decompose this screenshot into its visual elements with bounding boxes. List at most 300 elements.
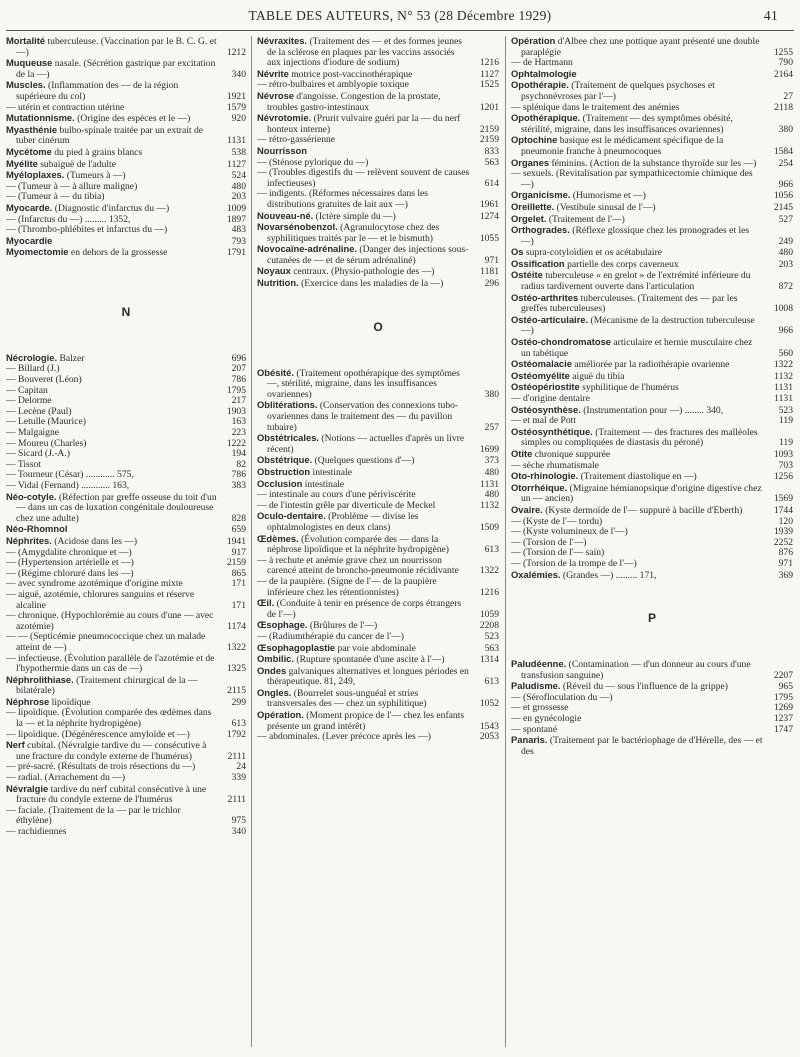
entry-page-number: 480 bbox=[231, 180, 246, 192]
index-entry bbox=[511, 225, 793, 247]
entry-heading: Myomectomie bbox=[6, 246, 69, 258]
entry-page-number: 917 bbox=[231, 546, 246, 558]
entry-text bbox=[6, 611, 217, 632]
entry-heading: Orthogrades. bbox=[511, 224, 570, 236]
entry-page-number: 373 bbox=[484, 455, 499, 467]
entry-description: — Tissot bbox=[6, 458, 41, 470]
entry-page-number: 1131 bbox=[774, 382, 793, 394]
entry-description: d'angoisse. Congestion de la prostate, troubles gastro-intestinaux bbox=[267, 90, 441, 113]
entry-text bbox=[6, 80, 217, 102]
entry-description: d'Albee chez une pottique ayant présenté une double paraplégie bbox=[521, 36, 760, 58]
entry-page-number: 27 bbox=[783, 90, 793, 102]
entry-description: bulbo-spinale traitée par un extrait de tuber cinérum bbox=[16, 124, 204, 147]
entry-page-number: 1009 bbox=[226, 202, 246, 214]
entry-description: — rétro-bulbaires et amblyopie toxique bbox=[257, 79, 409, 91]
entry-description: (Inflammation des — de la région supérieure du col) bbox=[16, 80, 179, 102]
entry-heading: Névraxites. bbox=[257, 36, 308, 46]
entry-heading: Paludisme. bbox=[511, 680, 561, 692]
entry-text bbox=[6, 730, 217, 741]
entry-text bbox=[511, 483, 764, 505]
index-entry bbox=[257, 36, 499, 69]
index-entry bbox=[257, 222, 499, 244]
entry-heading: Névrose bbox=[257, 89, 295, 101]
entry-heading: Opération bbox=[511, 36, 556, 46]
entry-heading: Ombilic. bbox=[257, 653, 294, 665]
entry-page-number: 249 bbox=[778, 235, 793, 247]
entry-page-number: 2252 bbox=[773, 536, 793, 548]
entry-description: — (Torsion de l'— sain) bbox=[511, 547, 605, 559]
entry-page-number: 2118 bbox=[774, 101, 793, 113]
running-title: TABLE DES AUTEURS, N° 53 (28 Décembre 1929) bbox=[248, 8, 552, 23]
index-entry bbox=[6, 708, 246, 729]
entry-description: — (Sérofloculation du —) bbox=[511, 691, 613, 703]
entry-description: (Traitement — des symptômes obésité, stérilité, migraine, dans les insuffisances ovariennes) bbox=[521, 113, 733, 135]
entry-text bbox=[6, 36, 217, 58]
entry-description: partielle des corps caverneux bbox=[564, 258, 679, 270]
entry-description: tuberculeuse. (Vaccination par le B. C. G. et —) bbox=[16, 36, 217, 58]
entry-page-number: 1897 bbox=[226, 213, 246, 225]
index-entry bbox=[257, 688, 499, 710]
entry-description: (Contamination — d'un donneur au cours d'une transfusion sanguine) bbox=[521, 659, 751, 681]
entry-page-number: 1131 bbox=[227, 135, 246, 147]
entry-heading: Névrite bbox=[257, 67, 289, 79]
entry-text bbox=[511, 80, 764, 102]
entry-page-number: 523 bbox=[484, 630, 499, 642]
entry-text bbox=[511, 315, 764, 337]
entry-heading: Ostéite bbox=[511, 269, 543, 281]
entry-page-number: 254 bbox=[778, 157, 793, 169]
entry-description: (Vestibule sinusal de l'—) bbox=[554, 201, 656, 213]
entry-page-number: 971 bbox=[484, 254, 499, 266]
entry-page-number: 1274 bbox=[479, 210, 499, 222]
entry-heading: Ondes bbox=[257, 664, 287, 676]
column-divider bbox=[251, 36, 252, 1047]
entry-description: — utérin et contraction utérine bbox=[6, 101, 125, 113]
entry-description: syphilitique de l'humérus bbox=[579, 382, 679, 394]
entry-text bbox=[6, 58, 217, 80]
entry-page-number: 1325 bbox=[226, 663, 246, 675]
entry-heading: Organicisme. bbox=[511, 189, 571, 201]
entry-heading: Muscles. bbox=[6, 79, 46, 91]
entry-page-number: 1237 bbox=[773, 713, 793, 725]
entry-description: — infectieuse. (Évolution parallèle de l'azotémie et de l'hypothermie dans un cas de —) bbox=[6, 652, 215, 675]
entry-page-number: 380 bbox=[484, 388, 499, 400]
index-entry bbox=[511, 315, 793, 337]
entry-text bbox=[6, 740, 217, 762]
entry-page-number: 24 bbox=[236, 761, 246, 773]
entry-page-number: 971 bbox=[778, 557, 793, 569]
entry-description: tuberculeuses. (Traitement des — par les greffes tuberculeuses) bbox=[521, 292, 738, 315]
entry-heading: Obstétricales. bbox=[257, 432, 320, 444]
entry-heading: Organes bbox=[511, 156, 550, 168]
entry-page-number: 1791 bbox=[226, 247, 246, 259]
entry-description: Balzer bbox=[57, 352, 85, 364]
index-entry bbox=[511, 570, 793, 582]
entry-description: nasale. (Sécrétion gastrique par excitation de la —) bbox=[16, 58, 216, 80]
entry-description: (Problème — divise les ophtalmologistes en deux clans) bbox=[267, 511, 419, 533]
index-entry bbox=[511, 169, 793, 190]
entry-description: (Notions — actuelles d'après un livre récent) bbox=[267, 433, 465, 455]
entry-description: — Moureu (Charles) bbox=[6, 437, 87, 449]
entry-page-number: 2159 bbox=[479, 123, 499, 135]
index-entry bbox=[257, 91, 499, 113]
entry-description: — sèche rhumatismale bbox=[511, 459, 599, 471]
entry-description: (Évolution comparée des — dans la néphrose lipoïdique et la néphrite hydropigène) bbox=[267, 533, 449, 556]
entry-page-number: 1255 bbox=[773, 46, 793, 58]
entry-page-number: 786 bbox=[231, 374, 246, 386]
entry-page-number: 790 bbox=[778, 57, 793, 69]
entry-description: (Danger des injections sous-cutanées de — et de sérum adrénaliné) bbox=[267, 244, 469, 266]
index-entry bbox=[6, 449, 246, 460]
entry-description: — et mal de Pott bbox=[511, 415, 577, 427]
entry-description: (Ictère simple du —) bbox=[313, 210, 396, 222]
entry-heading: Néphrose bbox=[6, 695, 50, 707]
entry-page-number: 2111 bbox=[227, 794, 246, 806]
entry-page-number: 563 bbox=[484, 642, 499, 654]
entry-page-number: 483 bbox=[231, 224, 246, 236]
entry-page-number: 1052 bbox=[479, 698, 499, 710]
entry-page-number: 833 bbox=[484, 145, 499, 157]
entry-text bbox=[6, 492, 217, 525]
entry-heading: Mutationnisme. bbox=[6, 112, 75, 124]
entry-description: — et grossesse bbox=[511, 702, 569, 714]
entry-page-number: 876 bbox=[778, 547, 793, 559]
entry-page-number: 1795 bbox=[226, 384, 246, 396]
entry-page-number: 2208 bbox=[479, 620, 499, 632]
entry-heading: Occlusion bbox=[257, 477, 303, 489]
entry-page-number: 1322 bbox=[226, 641, 246, 653]
entry-heading: Néo-Rhomnol bbox=[6, 523, 68, 535]
entry-description: tardive du nerf cubital consécutive à une fracture du condyle externe de l'humérus bbox=[16, 783, 207, 806]
entry-description: (Prurit vulvaire guéri par la — du nerf honteux interne) bbox=[267, 113, 461, 135]
entry-page-number: 1961 bbox=[479, 198, 499, 210]
entry-text bbox=[6, 654, 217, 675]
index-entry bbox=[257, 598, 499, 620]
index-entry bbox=[257, 710, 499, 732]
entry-page-number: 1131 bbox=[480, 478, 499, 490]
index-entry bbox=[257, 400, 499, 433]
index-entry bbox=[511, 135, 793, 157]
entry-description: — (Régime chloruré dans les —) bbox=[6, 567, 134, 579]
index-entry bbox=[6, 784, 246, 806]
entry-text bbox=[511, 225, 764, 247]
entry-heading: Myocarde. bbox=[6, 201, 53, 213]
entry-text bbox=[511, 169, 764, 190]
entry-description: (Réveil du — sous l'influence de la grippe) bbox=[560, 681, 728, 693]
entry-page-number: 786 bbox=[231, 469, 246, 481]
entry-description: — (Infarctus du —) ......... 1352, bbox=[6, 213, 131, 225]
entry-page-number: 163 bbox=[231, 416, 246, 428]
entry-heading: Néphrolithiase. bbox=[6, 673, 74, 685]
entry-heading: Myéloplaxes. bbox=[6, 169, 65, 181]
entry-description: — lipoïdique. (Dégénérescence amyloïde et —) bbox=[6, 728, 190, 740]
entry-page-number: 1059 bbox=[479, 608, 499, 620]
entry-page-number: 523 bbox=[778, 404, 793, 416]
entry-page-number: 613 bbox=[231, 718, 246, 730]
entry-text bbox=[257, 577, 470, 598]
index-entry bbox=[511, 483, 793, 505]
entry-description: articulaire et hernie musculaire chez un tabétique bbox=[521, 337, 753, 359]
index-entry bbox=[257, 368, 499, 401]
entry-heading: Ostéomalacie bbox=[511, 358, 572, 370]
entry-description: — Malgaigne bbox=[6, 427, 60, 439]
entry-text bbox=[6, 247, 217, 259]
entry-text bbox=[6, 125, 217, 147]
entry-heading: Oreillette. bbox=[511, 200, 555, 212]
entry-page-number: 828 bbox=[231, 512, 246, 524]
index-entry bbox=[6, 58, 246, 80]
index-entry bbox=[257, 433, 499, 455]
entry-description: — (Amygdalite chronique et —) bbox=[6, 546, 132, 558]
entry-text bbox=[257, 666, 470, 688]
entry-heading: Nerf bbox=[6, 739, 25, 751]
entry-description: (Traitement de l'—) bbox=[546, 213, 625, 225]
entry-page-number: 480 bbox=[484, 489, 499, 501]
entry-description: — lipoïdique. (Évolution comparée des œdèmes dans la — et la néphrite hydropigène) bbox=[6, 707, 212, 730]
entry-description: (Traitement chirurgical de la — bilatérale) bbox=[16, 674, 198, 697]
entry-description: — sexuels. (Revitalisation par sympathicectomie chimique des —) bbox=[511, 168, 753, 190]
index-entry bbox=[257, 244, 499, 266]
entry-heading: Ostéosynthétique. bbox=[511, 425, 593, 437]
entry-page-number: 217 bbox=[231, 395, 246, 407]
entry-page-number: 1008 bbox=[773, 303, 793, 315]
entry-heading: Ovaire. bbox=[511, 503, 543, 515]
entry-description: — (Tumeur à — à allure maligne) bbox=[6, 180, 138, 192]
entry-description: — Capitan bbox=[6, 384, 48, 396]
entry-description: — intestinale au cours d'une périviscérite bbox=[257, 489, 416, 501]
entry-heading: Oblitérations. bbox=[257, 399, 318, 411]
index-entry bbox=[6, 147, 246, 159]
entry-page-number: 2164 bbox=[773, 68, 793, 80]
entry-text bbox=[511, 36, 764, 58]
entry-text bbox=[257, 433, 470, 455]
entry-page-number: 1131 bbox=[774, 393, 793, 404]
entry-page-number: 171 bbox=[231, 578, 246, 590]
entry-text bbox=[257, 598, 470, 620]
entry-heading: Nutrition. bbox=[257, 277, 299, 289]
entry-page-number: 1322 bbox=[773, 359, 793, 371]
entry-page-number: 340 bbox=[231, 826, 246, 837]
entry-description: — — (Septicémie pneumococcique chez un malade atteint de —) bbox=[6, 631, 206, 653]
entry-page-number: 257 bbox=[484, 421, 499, 433]
index-column-left bbox=[6, 36, 246, 1049]
entry-page-number: 696 bbox=[231, 352, 246, 364]
entry-page-number: 613 bbox=[484, 544, 499, 556]
entry-text bbox=[511, 427, 764, 449]
entry-heading: Néphrites. bbox=[6, 534, 52, 546]
entry-text bbox=[257, 710, 470, 732]
index-entry bbox=[6, 247, 246, 259]
entry-description: (Réflexe glossique chez les pronogrades et les —) bbox=[521, 225, 750, 247]
entry-description: (Migraine hémianopsique d'origine digestive chez un — ancien) bbox=[521, 482, 762, 505]
index-entry bbox=[257, 168, 499, 189]
index-entry bbox=[6, 806, 246, 827]
index-entry bbox=[511, 113, 793, 135]
entry-description: — (Kyste de l'— tordu) bbox=[511, 515, 603, 527]
entry-text bbox=[257, 511, 470, 533]
entry-heading: Ostéo-articulaire. bbox=[511, 313, 589, 325]
entry-heading: Névralgie bbox=[6, 782, 49, 794]
entry-description: galvaniques alternatives et longues périodes en thérapeutique. 81, 249, bbox=[267, 665, 469, 688]
entry-heading: Nouveau-né. bbox=[257, 209, 314, 221]
entry-text bbox=[6, 590, 217, 611]
entry-heading: Œdèmes. bbox=[257, 532, 299, 544]
entry-page-number: 1093 bbox=[773, 448, 793, 460]
entry-heading: Obstétrique. bbox=[257, 454, 313, 466]
entry-heading: Ossification bbox=[511, 257, 565, 269]
entry-description: (Traitement opothérapique des symptômes —, stérilité, migraine, dans les insuffisances ovariennes) bbox=[267, 367, 460, 400]
index-entry bbox=[511, 259, 793, 271]
entry-text bbox=[6, 675, 217, 697]
entry-text bbox=[257, 732, 470, 743]
entry-page-number: 194 bbox=[231, 448, 246, 460]
entry-page-number: 872 bbox=[778, 281, 793, 293]
entry-description: (Diagnostic d'infarctus du —) bbox=[52, 202, 170, 214]
entry-text bbox=[257, 278, 470, 290]
entry-page-number: 380 bbox=[778, 123, 793, 135]
entry-heading: Ostéo-arthrites bbox=[511, 291, 579, 303]
entry-description: — (Hypertension artérielle et —) bbox=[6, 557, 134, 569]
entry-text bbox=[6, 827, 217, 838]
entry-description: lipoïdique bbox=[49, 696, 91, 708]
entry-heading: Os bbox=[511, 246, 524, 258]
entry-description: (Brûlures de l'—) bbox=[307, 620, 378, 632]
entry-description: (Quelques questions d'—) bbox=[312, 455, 415, 467]
index-entry bbox=[257, 278, 499, 290]
index-entry bbox=[6, 827, 246, 838]
entry-description: — Billard (J.) bbox=[6, 363, 60, 375]
index-entry bbox=[511, 659, 793, 681]
entry-description: intestinale bbox=[310, 467, 352, 478]
entry-heading: Ostéosynthèse. bbox=[511, 403, 581, 415]
entry-description: — pré-sacré. (Résultats de trois résections du —) bbox=[6, 761, 196, 773]
entry-page-number: 1212 bbox=[226, 46, 246, 58]
index-entry bbox=[6, 675, 246, 697]
entry-description: — Delorme bbox=[6, 395, 52, 407]
entry-page-number: 339 bbox=[231, 772, 246, 784]
entry-heading: Otite bbox=[511, 447, 533, 459]
entry-description: améliorée par la radiothérapie ovarienne bbox=[571, 359, 730, 371]
entry-page-number: 2111 bbox=[227, 750, 246, 762]
entry-heading: Ophtalmologie bbox=[511, 67, 577, 79]
entry-description: centraux. (Physio-pathologie des —) bbox=[290, 266, 435, 278]
entry-description: du pied à grains blancs bbox=[51, 146, 143, 158]
entry-heading: Œil. bbox=[257, 597, 275, 609]
entry-page-number: 614 bbox=[484, 177, 499, 189]
index-entry bbox=[6, 740, 246, 762]
index-entry bbox=[257, 577, 499, 598]
entry-description: — Letulle (Maurice) bbox=[6, 416, 86, 428]
entry-text bbox=[257, 368, 470, 401]
entry-heading: Ostéopériostite bbox=[511, 381, 580, 393]
entry-page-number: 524 bbox=[231, 170, 246, 182]
index-entry bbox=[511, 202, 793, 214]
entry-heading: Muqueuse bbox=[6, 57, 53, 69]
index-entry bbox=[511, 735, 793, 757]
entry-description: (Réfection par greffe osseuse du toit d'un — dans un cas de luxation congénitale douloureuse chez une adulte) bbox=[16, 491, 217, 524]
entry-page-number: 207 bbox=[231, 363, 246, 375]
entry-description: — à rechute et anémie grave chez un nourrisson carencé atteint de broncho-pneumonie récidivante bbox=[257, 554, 459, 577]
entry-description: (Traitement diastolique en —) bbox=[578, 471, 697, 483]
entry-page-number: 2053 bbox=[479, 731, 499, 743]
index-entry bbox=[257, 556, 499, 577]
entry-page-number: 1322 bbox=[479, 565, 499, 577]
entry-page-number: 383 bbox=[231, 480, 246, 491]
entry-description: (Bourrelet sous-unguéal et stries transversales des — chez un syphilitique) bbox=[267, 687, 427, 710]
entry-page-number: 1314 bbox=[479, 654, 499, 666]
entry-description: — rachidiennes bbox=[6, 826, 67, 837]
entry-heading: Novarsénobenzol. bbox=[257, 221, 338, 233]
entry-description: (Agranulocytose chez des syphilitiques traités par le — et le bismuth) bbox=[267, 222, 440, 244]
entry-page-number: 2159 bbox=[479, 134, 499, 146]
entry-text bbox=[511, 570, 764, 582]
entry-page-number: 965 bbox=[778, 681, 793, 693]
entry-page-number: 120 bbox=[778, 515, 793, 527]
entry-text bbox=[511, 270, 764, 292]
entry-description: — rétro-gassérienne bbox=[257, 134, 336, 146]
entry-heading: Ongles. bbox=[257, 686, 292, 698]
entry-text bbox=[257, 222, 470, 244]
index-entry bbox=[6, 36, 246, 58]
entry-heading: Ostéo-chondromatose bbox=[511, 336, 612, 348]
index-entry bbox=[511, 293, 793, 315]
entry-page-number: 1222 bbox=[226, 437, 246, 449]
entry-description: intestinale bbox=[302, 478, 345, 490]
entry-description: — de l'intestin grêle par diverticule de Meckel bbox=[257, 499, 436, 511]
entry-text bbox=[511, 337, 764, 359]
entry-heading: Myocardie bbox=[6, 234, 53, 246]
entry-page-number: 613 bbox=[484, 676, 499, 688]
entry-page-number: 119 bbox=[778, 415, 793, 427]
entry-description: en dehors de la grossesse bbox=[68, 247, 168, 259]
entry-page-number: 296 bbox=[484, 278, 499, 290]
entry-page-number: 82 bbox=[236, 458, 246, 470]
entry-description: — (Torsion de la trompe de l'—) bbox=[511, 557, 637, 569]
entry-heading: Novocaïne-adrénaline. bbox=[257, 243, 358, 255]
entry-page-number: 865 bbox=[231, 567, 246, 579]
index-entry bbox=[511, 337, 793, 359]
entry-description: chronique suppurée bbox=[532, 448, 611, 460]
entry-heading: Opothérapique. bbox=[511, 112, 581, 124]
entry-page-number: 369 bbox=[778, 569, 793, 581]
entry-heading: Névrotomie. bbox=[257, 112, 312, 124]
entry-description: — radial. (Arrachement du —) bbox=[6, 772, 126, 784]
entry-page-number: 966 bbox=[778, 325, 793, 337]
entry-page-number: 1921 bbox=[226, 90, 246, 102]
index-entry bbox=[6, 632, 246, 653]
entry-description: — (Torsion de l'—) bbox=[511, 536, 587, 548]
entry-page-number: 340 bbox=[231, 68, 246, 80]
entry-description: (Conduite à tenir en présence de corps étrangers de l'—) bbox=[267, 598, 462, 620]
entry-page-number: 1174 bbox=[227, 620, 246, 632]
entry-text bbox=[511, 202, 764, 214]
entry-page-number: 1509 bbox=[479, 521, 499, 533]
entry-text bbox=[257, 189, 470, 210]
index-entry bbox=[257, 534, 499, 556]
entry-description: — abdominales. (Lever précoce après les —) bbox=[257, 731, 431, 743]
entry-description: — faciale. (Traitement de la — par le trichlor éthylène) bbox=[6, 804, 181, 827]
entry-description: — Lecène (Paul) bbox=[6, 405, 72, 417]
entry-text bbox=[6, 708, 217, 729]
entry-page-number: 527 bbox=[778, 213, 793, 225]
entry-description: (Rupture spontanée d'une ascite à l'—) bbox=[294, 654, 445, 666]
entry-page-number: 2115 bbox=[227, 685, 246, 697]
entry-description: — indigents. (Réformes nécessaires dans les distributions gratuites de lait aux —) bbox=[257, 188, 429, 210]
entry-text bbox=[511, 259, 764, 271]
section-letter: N bbox=[121, 304, 131, 319]
entry-text bbox=[257, 36, 470, 69]
entry-description: tuberculeuse « en grelot » de l'extrémité inférieure du radius tardivement ouverte dans l'articulation bbox=[521, 270, 751, 293]
